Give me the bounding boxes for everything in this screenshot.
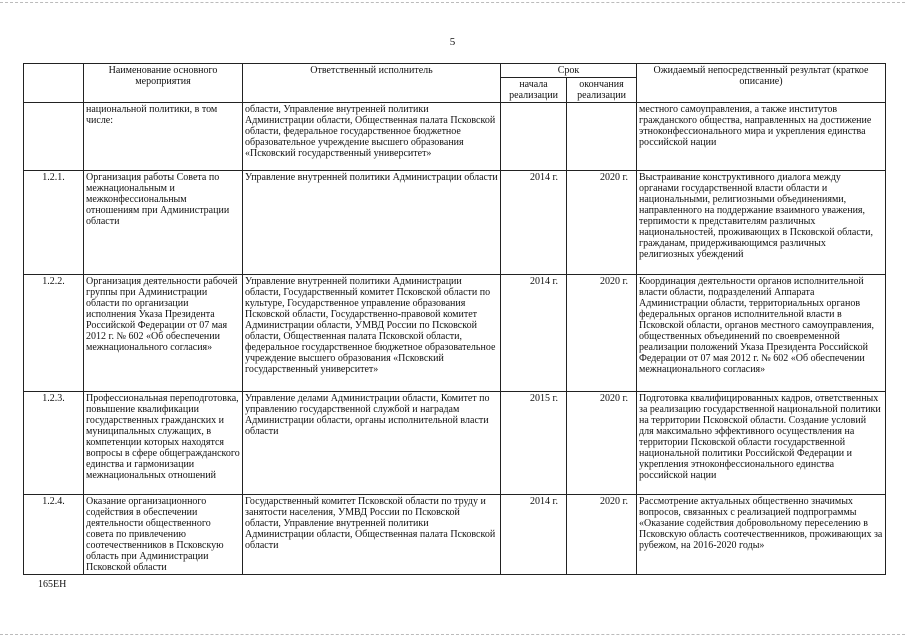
row-number: 1.2.1. bbox=[24, 171, 84, 275]
header-executor: Ответственный исполнитель bbox=[243, 64, 501, 103]
row-number: 1.2.2. bbox=[24, 275, 84, 392]
footer-code: 165ЕН bbox=[38, 579, 67, 590]
row-name: национальной политики, в том числе: bbox=[84, 103, 243, 171]
row-start: 2014 г. bbox=[501, 171, 567, 275]
row-result: местного самоуправления, а также институтов гражданского общества, направленных на достижение этноконфессионального мира и укрепления единства российской нации bbox=[637, 103, 886, 171]
top-edge-line bbox=[0, 2, 905, 4]
row-result: Выстраивание конструктивного диалога между органами государственной власти области и национальными, религиозными объединениями, направленного на поддержание взаимного уважения, терпимости к представителям различных национальностей, проживающих в Псковской области, гражданам, придерживающимся различных религиозных убеждений bbox=[637, 171, 886, 275]
header-end: окончания реализации bbox=[567, 78, 637, 103]
table-row bbox=[24, 392, 886, 495]
header-term: Срок bbox=[501, 64, 637, 78]
row-end bbox=[567, 103, 637, 171]
row-executor: Государственный комитет Псковской области по труду и занятости населения, УМВД России по Псковской области, Управление внутренней политики Администрации области, Общественная палата Псковской области bbox=[243, 495, 501, 575]
row-end: 2020 г. bbox=[567, 495, 637, 575]
header-result: Ожидаемый непосредственный результат (краткое описание) bbox=[637, 64, 886, 103]
row-name: Профессиональная переподготовка, повышение квалификации государственных гражданских и муниципальных служащих, в компетенции которых находятся вопросы в сфере общегражданского единства и гармонизации межнациональных отношений bbox=[84, 392, 243, 495]
row-start: 2014 г. bbox=[501, 495, 567, 575]
bottom-edge-line bbox=[0, 634, 905, 636]
page-number: 5 bbox=[449, 36, 456, 48]
row-start: 2014 г. bbox=[501, 275, 567, 392]
row-name: Организация деятельности рабочей группы при Администрации области по организации исполнения Указа Президента Российской Федерации от 07 мая 2012 г. № 602 «Об обеспечении межнационального согласия» bbox=[84, 275, 243, 392]
header-row-top bbox=[24, 64, 886, 78]
table-row bbox=[24, 275, 886, 392]
row-executor: области, Управление внутренней политики Администрации области, Общественная палата Псковской области, федеральное государственное бюджетное образовательное учреждение высшего образования «Псковский государственный университет» bbox=[243, 103, 501, 171]
row-result: Координация деятельности органов исполнительной власти области, подразделений Аппарата Администрации области, территориальных органов федеральных органов исполнительной власти в Псковской области, органов местного самоуправления, общественных объединений по своевременной реализации положений Указа Президента Российской Федерации от 07 мая 2012 г. № 602 «Об обеспечении межнационального согласия» bbox=[637, 275, 886, 392]
row-start: 2015 г. bbox=[501, 392, 567, 495]
row-name: Организация работы Совета по межнациональным и межконфессиональным отношениям при Администрации области bbox=[84, 171, 243, 275]
row-result: Подготовка квалифицированных кадров, ответственных за реализацию государственной национальной политики на территории Псковской области. Создание условий для максимально эффективного осуществления на территории Псковской области государственной национальной политики Российской Федерации и укрепления этноконфессионального единства российской нации bbox=[637, 392, 886, 495]
row-number bbox=[24, 103, 84, 171]
row-end: 2020 г. bbox=[567, 171, 637, 275]
row-executor: Управление внутренней политики Администрации области, Государственный комитет Псковской области по культуре, Государственное управление образования Псковской области, Государственно-правовой комитет Администрации области, УМВД России по Псковской области, Общественная палата Псковской области, федеральное государственное бюджетное образовательное учреждение высшего образования «Псковский государственный университет» bbox=[243, 275, 501, 392]
header-num bbox=[24, 64, 84, 103]
header-start: начала реализации bbox=[501, 78, 567, 103]
table-row bbox=[24, 171, 886, 275]
header-name: Наименование основного мероприятия bbox=[84, 64, 243, 103]
measures-table bbox=[23, 63, 886, 575]
table-row bbox=[24, 495, 886, 575]
row-name: Оказание организационного содействия в обеспечении деятельности общественного совета по привлечению соотечественников в Псковскую область при Администрации Псковской области bbox=[84, 495, 243, 575]
row-end: 2020 г. bbox=[567, 275, 637, 392]
row-end: 2020 г. bbox=[567, 392, 637, 495]
row-number: 1.2.3. bbox=[24, 392, 84, 495]
table-row bbox=[24, 103, 886, 171]
row-result: Рассмотрение актуальных общественно значимых вопросов, связанных с реализацией подпрограммы «Оказание содействия добровольному переселению в Псковскую область соотечественников, проживающих за рубежом, на 2016-2020 годы» bbox=[637, 495, 886, 575]
row-executor: Управление делами Администрации области, Комитет по управлению государственной службой и наградам Администрации области, органы исполнительной власти области bbox=[243, 392, 501, 495]
row-start bbox=[501, 103, 567, 171]
row-number: 1.2.4. bbox=[24, 495, 84, 575]
row-executor: Управление внутренней политики Администрации области bbox=[243, 171, 501, 275]
